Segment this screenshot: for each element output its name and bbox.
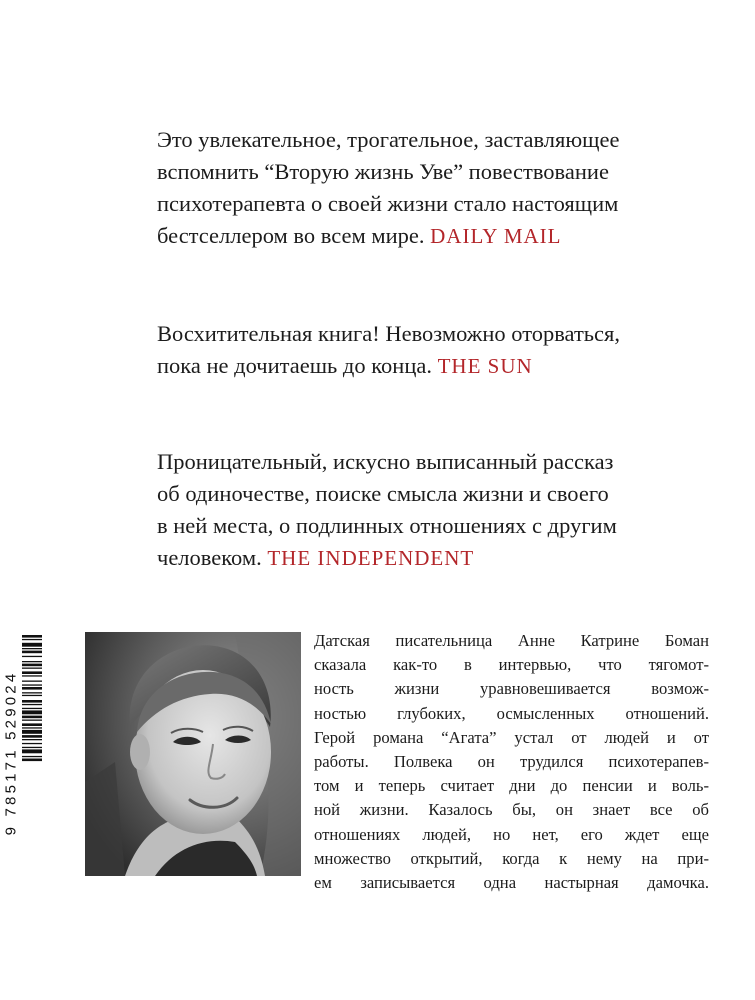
- barcode-bar: [22, 700, 42, 703]
- barcode-bar: [22, 668, 42, 669]
- barcode-bar: [22, 643, 42, 647]
- barcode-bar: [22, 723, 42, 726]
- description-line: работы. Полвека он трудился психотерапев-: [314, 752, 709, 772]
- barcode-bar: [22, 735, 42, 738]
- quote-source: THE INDEPENDENT: [267, 546, 475, 570]
- barcode-bar: [22, 671, 42, 674]
- barcode-bar: [22, 681, 42, 682]
- barcode-bar: [22, 710, 42, 714]
- description-line: множество открытий, когда к нему на при-: [314, 848, 709, 868]
- description-line: Датская писательница Анне Катрине Боман: [314, 631, 709, 650]
- review-quote-daily-mail: [157, 124, 727, 252]
- quote-text-end: пока не дочитаешь до конца.: [157, 353, 432, 378]
- barcode-bar: [22, 747, 42, 748]
- description-line: том и теперь считает дни до пенсии и воль-: [314, 776, 709, 796]
- quote-source: DAILY MAIL: [430, 224, 562, 248]
- description-line: ность жизни уравновешивается возмож-: [314, 679, 709, 699]
- barcode-digits: [0, 633, 22, 873]
- barcode-bar: [22, 692, 42, 693]
- quote-line: вспомнить “Вторую жизнь Уве” повествование: [157, 159, 609, 184]
- barcode-bar: [22, 759, 42, 762]
- barcode-bar: [22, 739, 42, 740]
- barcode-bar: [22, 756, 42, 757]
- barcode-bar: [22, 656, 42, 657]
- barcode-bar: [22, 720, 42, 721]
- quote-line: психотерапевта о своей жизни стало настоящим: [157, 191, 619, 216]
- barcode-bar: [22, 684, 42, 685]
- review-quote-the-independent: [157, 446, 727, 574]
- barcode-bar: [22, 635, 42, 638]
- description-line: ем записывается одна настырная дамочка.: [314, 873, 709, 893]
- quote-line: [157, 220, 727, 252]
- description-line: ной жизни. Казалось бы, он знает все об: [314, 800, 709, 820]
- barcode-bar: [22, 704, 42, 705]
- barcode-bar: [22, 730, 42, 734]
- barcode-bar: [22, 743, 42, 744]
- barcode-bar: [22, 695, 42, 696]
- description-line: ностью глубоких, осмысленных отношений.: [314, 703, 709, 723]
- barcode-bar: [22, 727, 42, 728]
- quote-line: [157, 350, 727, 382]
- barcode-bar: [22, 708, 42, 709]
- book-description: [314, 629, 709, 895]
- barcode-bar: [22, 664, 42, 667]
- quote-line: [157, 542, 727, 574]
- quote-line: об одиночестве, поиске смысла жизни и своего: [157, 481, 609, 506]
- barcode-bar: [22, 749, 42, 753]
- quote-line: Восхитительная книга! Невозможно оторваться,: [157, 321, 621, 346]
- quote-line: Проницательный, искусно выписанный рассказ: [157, 449, 614, 474]
- barcode-bar: [22, 639, 42, 640]
- quote-text-end: бестселлером во всем мире.: [157, 223, 425, 248]
- barcode-bar: [22, 648, 42, 649]
- barcode-bar: [22, 661, 42, 662]
- barcode-bar: [22, 675, 42, 676]
- description-line: Герой романа “Агата” устал от людей и от: [314, 727, 709, 747]
- isbn-number: 9 785171 529024: [2, 670, 20, 836]
- review-quote-the-sun: [157, 318, 727, 382]
- quote-text-end: человеком.: [157, 545, 262, 570]
- quote-line: Это увлекательное, трогательное, заставляющее: [157, 127, 620, 152]
- description-line: сказала как-то в интервью, что тягомот-: [314, 655, 709, 675]
- barcode-bar: [22, 651, 42, 654]
- description-line: отношениях людей, но нет, его ждет еще: [314, 824, 709, 844]
- quote-line: в ней места, о подлинных отношениях с другим: [157, 513, 617, 538]
- author-photo: [85, 632, 301, 876]
- barcode-bar: [22, 687, 42, 690]
- quote-source: THE SUN: [437, 354, 533, 378]
- barcode-bar: [22, 716, 42, 719]
